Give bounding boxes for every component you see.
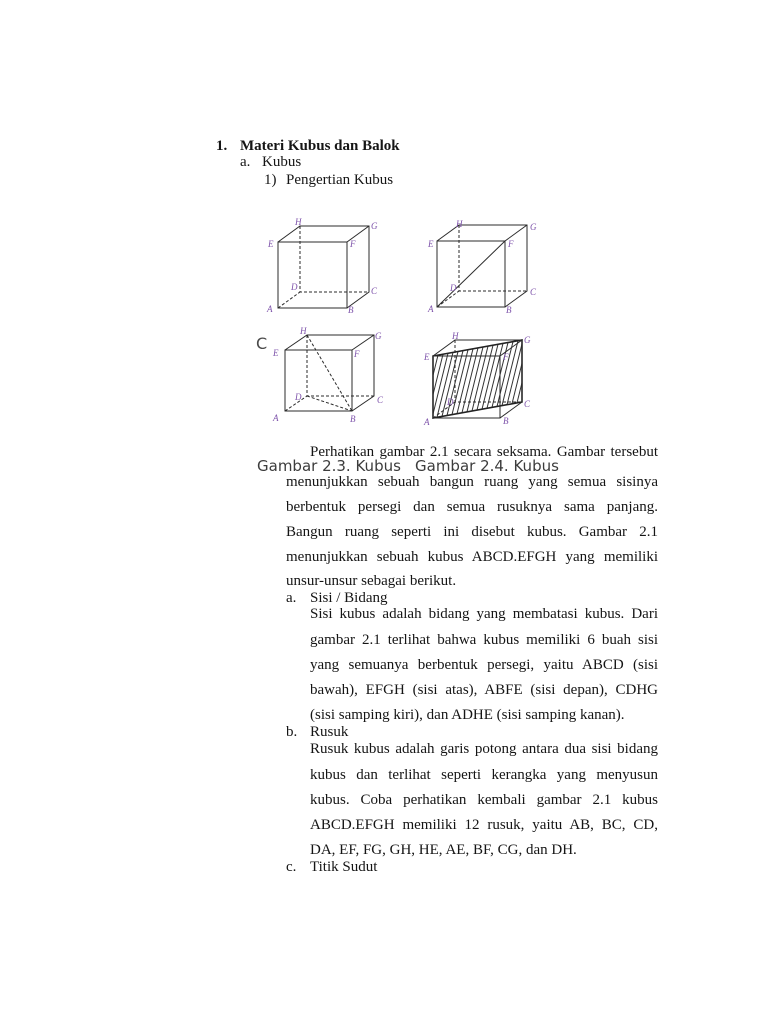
hatch-line [457,349,473,414]
intro-line: unsur-unsur sebagai berikut. [286,573,457,589]
subsubsection-marker: 1) [264,172,277,188]
vertex-label-h: H [300,326,307,336]
vertex-label-b: B [503,416,509,426]
hatch-line [487,343,503,408]
list-marker: b. [286,724,298,740]
vertex-label-g: G [375,331,382,341]
intro-line: menunjukkan sebuah bangun ruang yang semua sisinya [286,474,658,490]
vertex-label-h: H [452,331,459,341]
vertex-label-h: H [295,217,302,227]
hatch-line [462,348,478,413]
vertex-label-d: D [295,392,302,402]
paragraph-line: kubus. Coba perhatikan kembali gambar 2.1 kubus [310,792,658,808]
intro-line: Bangun ruang seperti ini disebut kubus. Gambar 2.1 [286,524,658,540]
vertex-label-c: C [377,395,384,405]
paragraph-line: DA, EF, FG, GH, HE, AE, BF, CG, dan DH. [310,842,577,858]
figure-cube-plain [266,217,378,315]
vertex-label-e: E [424,352,430,362]
hatch-line [437,352,453,417]
paragraph-line: bawah), EFGH (sisi atas), ABFE (sisi depan), CDHG [310,682,658,698]
vertex-label-b: B [348,305,354,315]
paragraph-line: (sisi samping kiri), dan ADHE (sisi samping kanan). [310,707,625,723]
hidden-edges [437,225,527,307]
vertex-label-c: C [530,287,537,297]
vertex-label-f: F [350,239,356,249]
vertex-label-a: A [273,413,279,423]
list-item-title: Sisi / Bidang [310,590,388,606]
vertex-label-f: F [354,349,360,359]
vertex-label-a: A [424,417,430,427]
hatch-line [512,363,522,404]
vertex-label-c: C [524,399,531,409]
vertex-label-a: A [428,304,434,314]
hatch-line [452,350,468,415]
paragraph-line: Rusuk kubus adalah garis potong antara dua sisi bidang [310,741,658,757]
intro-line: menunjukkan sebuah kubus ABCD.EFGH yang memiliki [286,549,658,565]
paragraph-line: ABCD.EFGH memiliki 12 rusuk, yaitu AB, BC, CD, [310,817,658,833]
paragraph-line: Sisi kubus adalah bidang yang membatasi kubus. Dari [310,606,658,622]
hatch-line [482,344,498,409]
subsection-title: Kubus [262,154,302,170]
vertex-label-g: G [371,221,378,231]
vertex-label-e: E [268,239,274,249]
vertex-label-h: H [456,219,463,229]
subsubsection-title: Pengertian Kubus [286,172,394,188]
visible-edges [437,225,527,307]
paragraph-line: yang semuanya berbentuk persegi, yaitu ABCD (sisi [310,657,658,673]
figure-cube-diagonal-plane [423,331,531,427]
figure-caption-2-3: Gambar 2.3. Kubus [257,457,401,475]
list-marker: c. [286,859,297,875]
vertex-label-d: D [450,283,457,293]
intro-line: Perhatikan gambar 2.1 secara seksama. Gambar tersebut [310,444,658,460]
list-item-title: Rusuk [310,724,349,740]
vertex-label-b: B [506,305,512,315]
hatch-line [477,345,493,410]
list-marker: a. [286,590,297,606]
vertex-label-g: G [530,222,537,232]
vertex-label-d: D [291,282,298,292]
section-number: 1. [216,138,228,154]
figure-cube-space-diagonal [272,326,384,424]
vertex-label-b: B [350,414,356,424]
figure-cube-face-diagonal [427,219,537,315]
vertex-label-f: F [503,352,509,362]
paragraph-line: gambar 2.1 terlihat bahwa kubus memiliki 6 buah sisi [310,632,658,648]
list-item-title: Titik Sudut [310,859,378,875]
hatch-line [502,341,518,406]
section-title: Materi Kubus dan Balok [240,138,400,154]
clipped-caption-letter: C [256,334,268,353]
vertex-label-e: E [273,348,279,358]
face-diagonal-line [437,241,505,307]
vertex-label-f: F [508,239,514,249]
subsection-marker: a. [240,154,251,170]
figure-caption-2-4: Gambar 2.4. Kubus [415,457,559,475]
vertex-label-c: C [371,286,378,296]
vertex-label-e: E [428,239,434,249]
vertex-label-a: A [267,304,273,314]
hatch-line [433,354,443,395]
paragraph-line: kubus dan terlihat seperti kerangka yang menyusun [310,767,658,783]
intro-line: berbentuk persegi dan semua rusuknya sama panjang. [286,499,658,515]
vertex-label-d: D [447,397,454,407]
vertex-label-g: G [524,335,531,345]
